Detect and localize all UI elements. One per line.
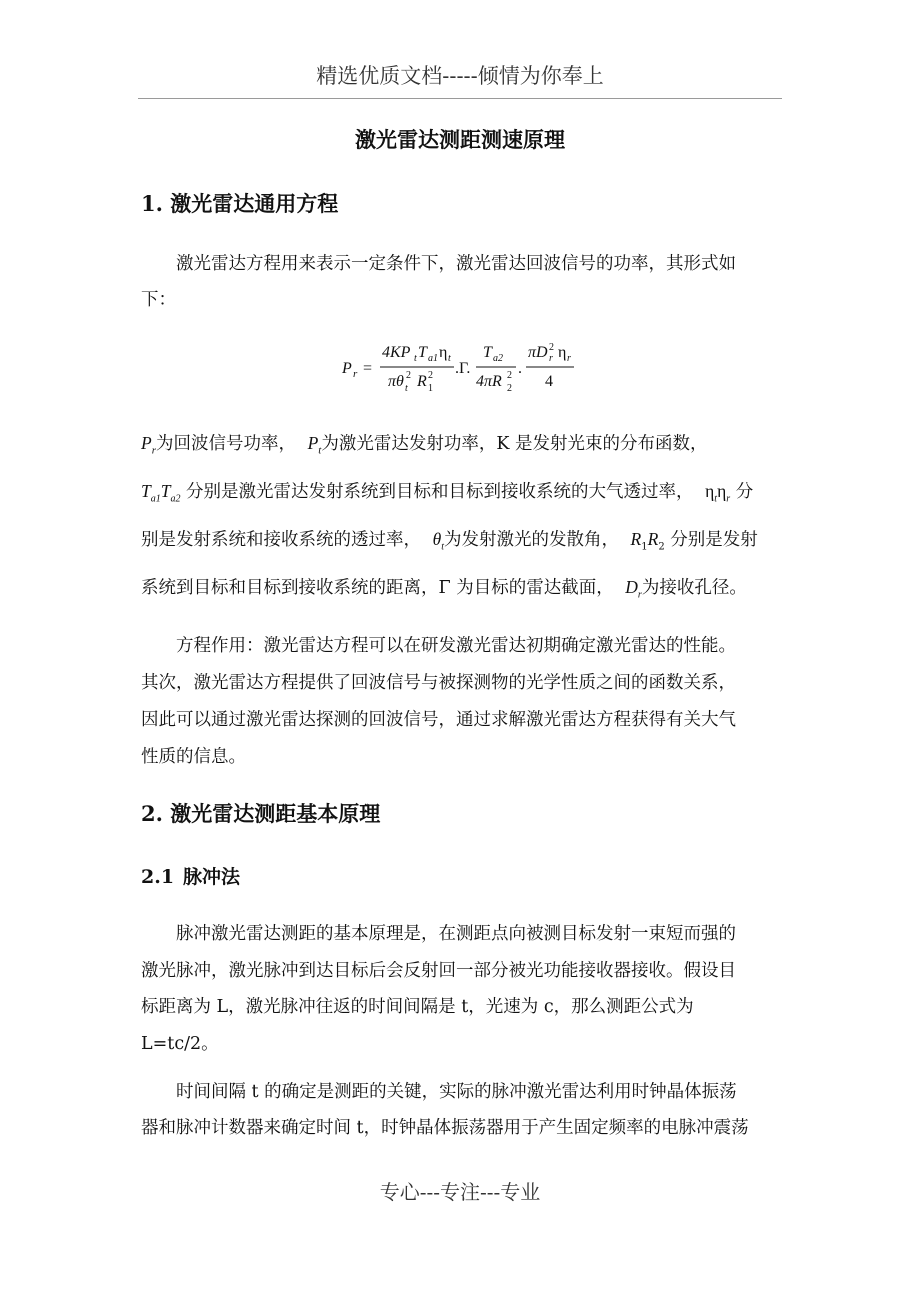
header-rule	[138, 98, 782, 99]
definition-line	[141, 526, 758, 553]
eq-dot: .	[518, 360, 522, 377]
page-footer: 专心---专注---专业	[379, 1180, 541, 1204]
eq-lhs: P	[342, 360, 352, 377]
eq-f3-num-sub: r	[549, 353, 553, 364]
definition-line	[141, 574, 747, 601]
symbol-D: D	[625, 577, 638, 597]
definition-line	[141, 478, 753, 505]
eq-f1-den: πθ	[388, 373, 404, 390]
eq-f1-den-Rsup: 2	[428, 370, 433, 381]
text-line: 性质的信息。	[141, 747, 246, 767]
definition-line	[141, 430, 707, 457]
eq-f1-num-sub2: a1	[428, 353, 438, 364]
text-line: 下：	[141, 290, 176, 310]
eq-f2-den-sub: 2	[507, 383, 512, 394]
eq-f1-num-eta: η	[439, 344, 448, 361]
definition-text: 为发射激光的发散角，	[443, 530, 619, 550]
symbol-sub: a2	[170, 493, 181, 505]
eq-f1-num-sub3: t	[448, 353, 451, 364]
section2-heading: 2. 激光雷达测距基本原理	[141, 801, 381, 826]
definition-text: 系统到目标和目标到接收系统的距离，Γ 为目标的雷达截面，	[141, 578, 614, 598]
symbol-sub: t	[714, 493, 718, 505]
text-line: 其次，激光雷达方程提供了回波信号与被探测物的光学性质之间的函数关系，	[141, 673, 736, 693]
symbol-sub: 2	[658, 541, 665, 553]
eq-f1-num-T: T	[418, 344, 427, 361]
page-header: 精选优质文档-----倾情为你奉上	[316, 64, 604, 88]
eq-f3-num-eta: η	[558, 344, 567, 361]
eq-equals: =	[363, 360, 373, 377]
symbol-sub: 1	[641, 541, 648, 553]
symbol-P: P	[141, 433, 152, 453]
eq-f3-num-eta-sub: r	[567, 353, 571, 364]
equation-svg	[338, 340, 598, 396]
subsection-heading	[141, 862, 240, 889]
eq-f3-den: 4	[545, 373, 553, 390]
text-line: 器和脉冲计数器来确定时间 t，时钟晶体振荡器用于产生固定频率的电脉冲震荡	[141, 1118, 749, 1138]
symbol-sub: r	[726, 493, 731, 505]
subsection-number: 2.1	[141, 866, 175, 888]
text-line: 时间间隔 t 的确定是测距的关键，实际的脉冲激光雷达利用时钟晶体振荡	[176, 1082, 737, 1102]
symbol-eta: η	[705, 481, 715, 501]
text-line: 因此可以通过激光雷达探测的回波信号，通过求解激光雷达方程获得有关大气	[141, 710, 736, 730]
text-line: L=tc/2。	[141, 1034, 219, 1054]
eq-f3-num-sup: 2	[549, 342, 554, 353]
symbol-theta: θ	[432, 529, 442, 549]
document-title: 激光雷达测距测速原理	[355, 127, 565, 152]
eq-lhs-sub: r	[353, 368, 358, 380]
eq-f1-num: 4KP	[382, 344, 411, 361]
symbol-T: T	[141, 481, 151, 501]
symbol-sub: r	[151, 444, 156, 457]
definition-text: 分别是激光雷达发射系统到目标和目标到接收系统的大气透过率，	[186, 482, 694, 502]
definition-text: 分	[735, 482, 754, 502]
text-line: 标距离为 L，激光脉冲往返的时间间隔是 t，光速为 c，那么测距公式为	[141, 997, 694, 1017]
eq-gamma: .Γ.	[455, 360, 471, 377]
lidar-equation	[338, 340, 598, 396]
text-line: 脉冲激光雷达测距的基本原理是，在测距点向被测目标发射一束短而强的	[176, 924, 736, 944]
eq-f1-num-sub1: t	[414, 353, 417, 364]
eq-f1-den-R: R	[417, 373, 427, 390]
eq-f1-den-sup: 2	[406, 370, 411, 381]
eq-f1-den-sub: t	[405, 383, 408, 394]
eq-f2-den-sup: 2	[507, 370, 512, 381]
definition-text: 别是发射系统和接收系统的透过率，	[141, 530, 421, 550]
symbol-T: T	[160, 481, 171, 501]
eq-f1-den-Rsub: 1	[428, 383, 433, 394]
text-line: 激光雷达方程用来表示一定条件下，激光雷达回波信号的功率，其形式如	[176, 254, 736, 274]
symbol-eta: η	[717, 481, 727, 501]
eq-f2-num-sub: a2	[493, 353, 503, 364]
subsection-title: 脉冲法	[183, 866, 241, 888]
definition-text: 分别是发射	[670, 530, 758, 550]
text-line: 方程作用：激光雷达方程可以在研发激光雷达初期确定激光雷达的性能。	[176, 636, 736, 656]
section1-heading: 1. 激光雷达通用方程	[141, 191, 339, 216]
eq-f3-num: πD	[528, 344, 548, 361]
symbol-sub: t	[318, 444, 322, 457]
definition-text: 为回波信号功率，	[155, 434, 296, 454]
symbol-P: P	[307, 433, 319, 453]
symbol-sub: t	[441, 541, 444, 553]
symbol-sub: a1	[150, 493, 161, 505]
definition-text: 为激光雷达发射功率，K 是发射光束的分布函数，	[321, 434, 708, 454]
symbol-R: R	[647, 529, 659, 549]
eq-f2-num: T	[483, 344, 492, 361]
eq-f2-den: 4πR	[476, 373, 502, 390]
symbol-sub: r	[637, 589, 642, 601]
definition-text: 为接收孔径。	[641, 578, 747, 598]
symbol-R: R	[630, 529, 642, 549]
text-line: 激光脉冲，激光脉冲到达目标后会反射回一部分被光功能接收器接收。假设目	[141, 961, 736, 981]
